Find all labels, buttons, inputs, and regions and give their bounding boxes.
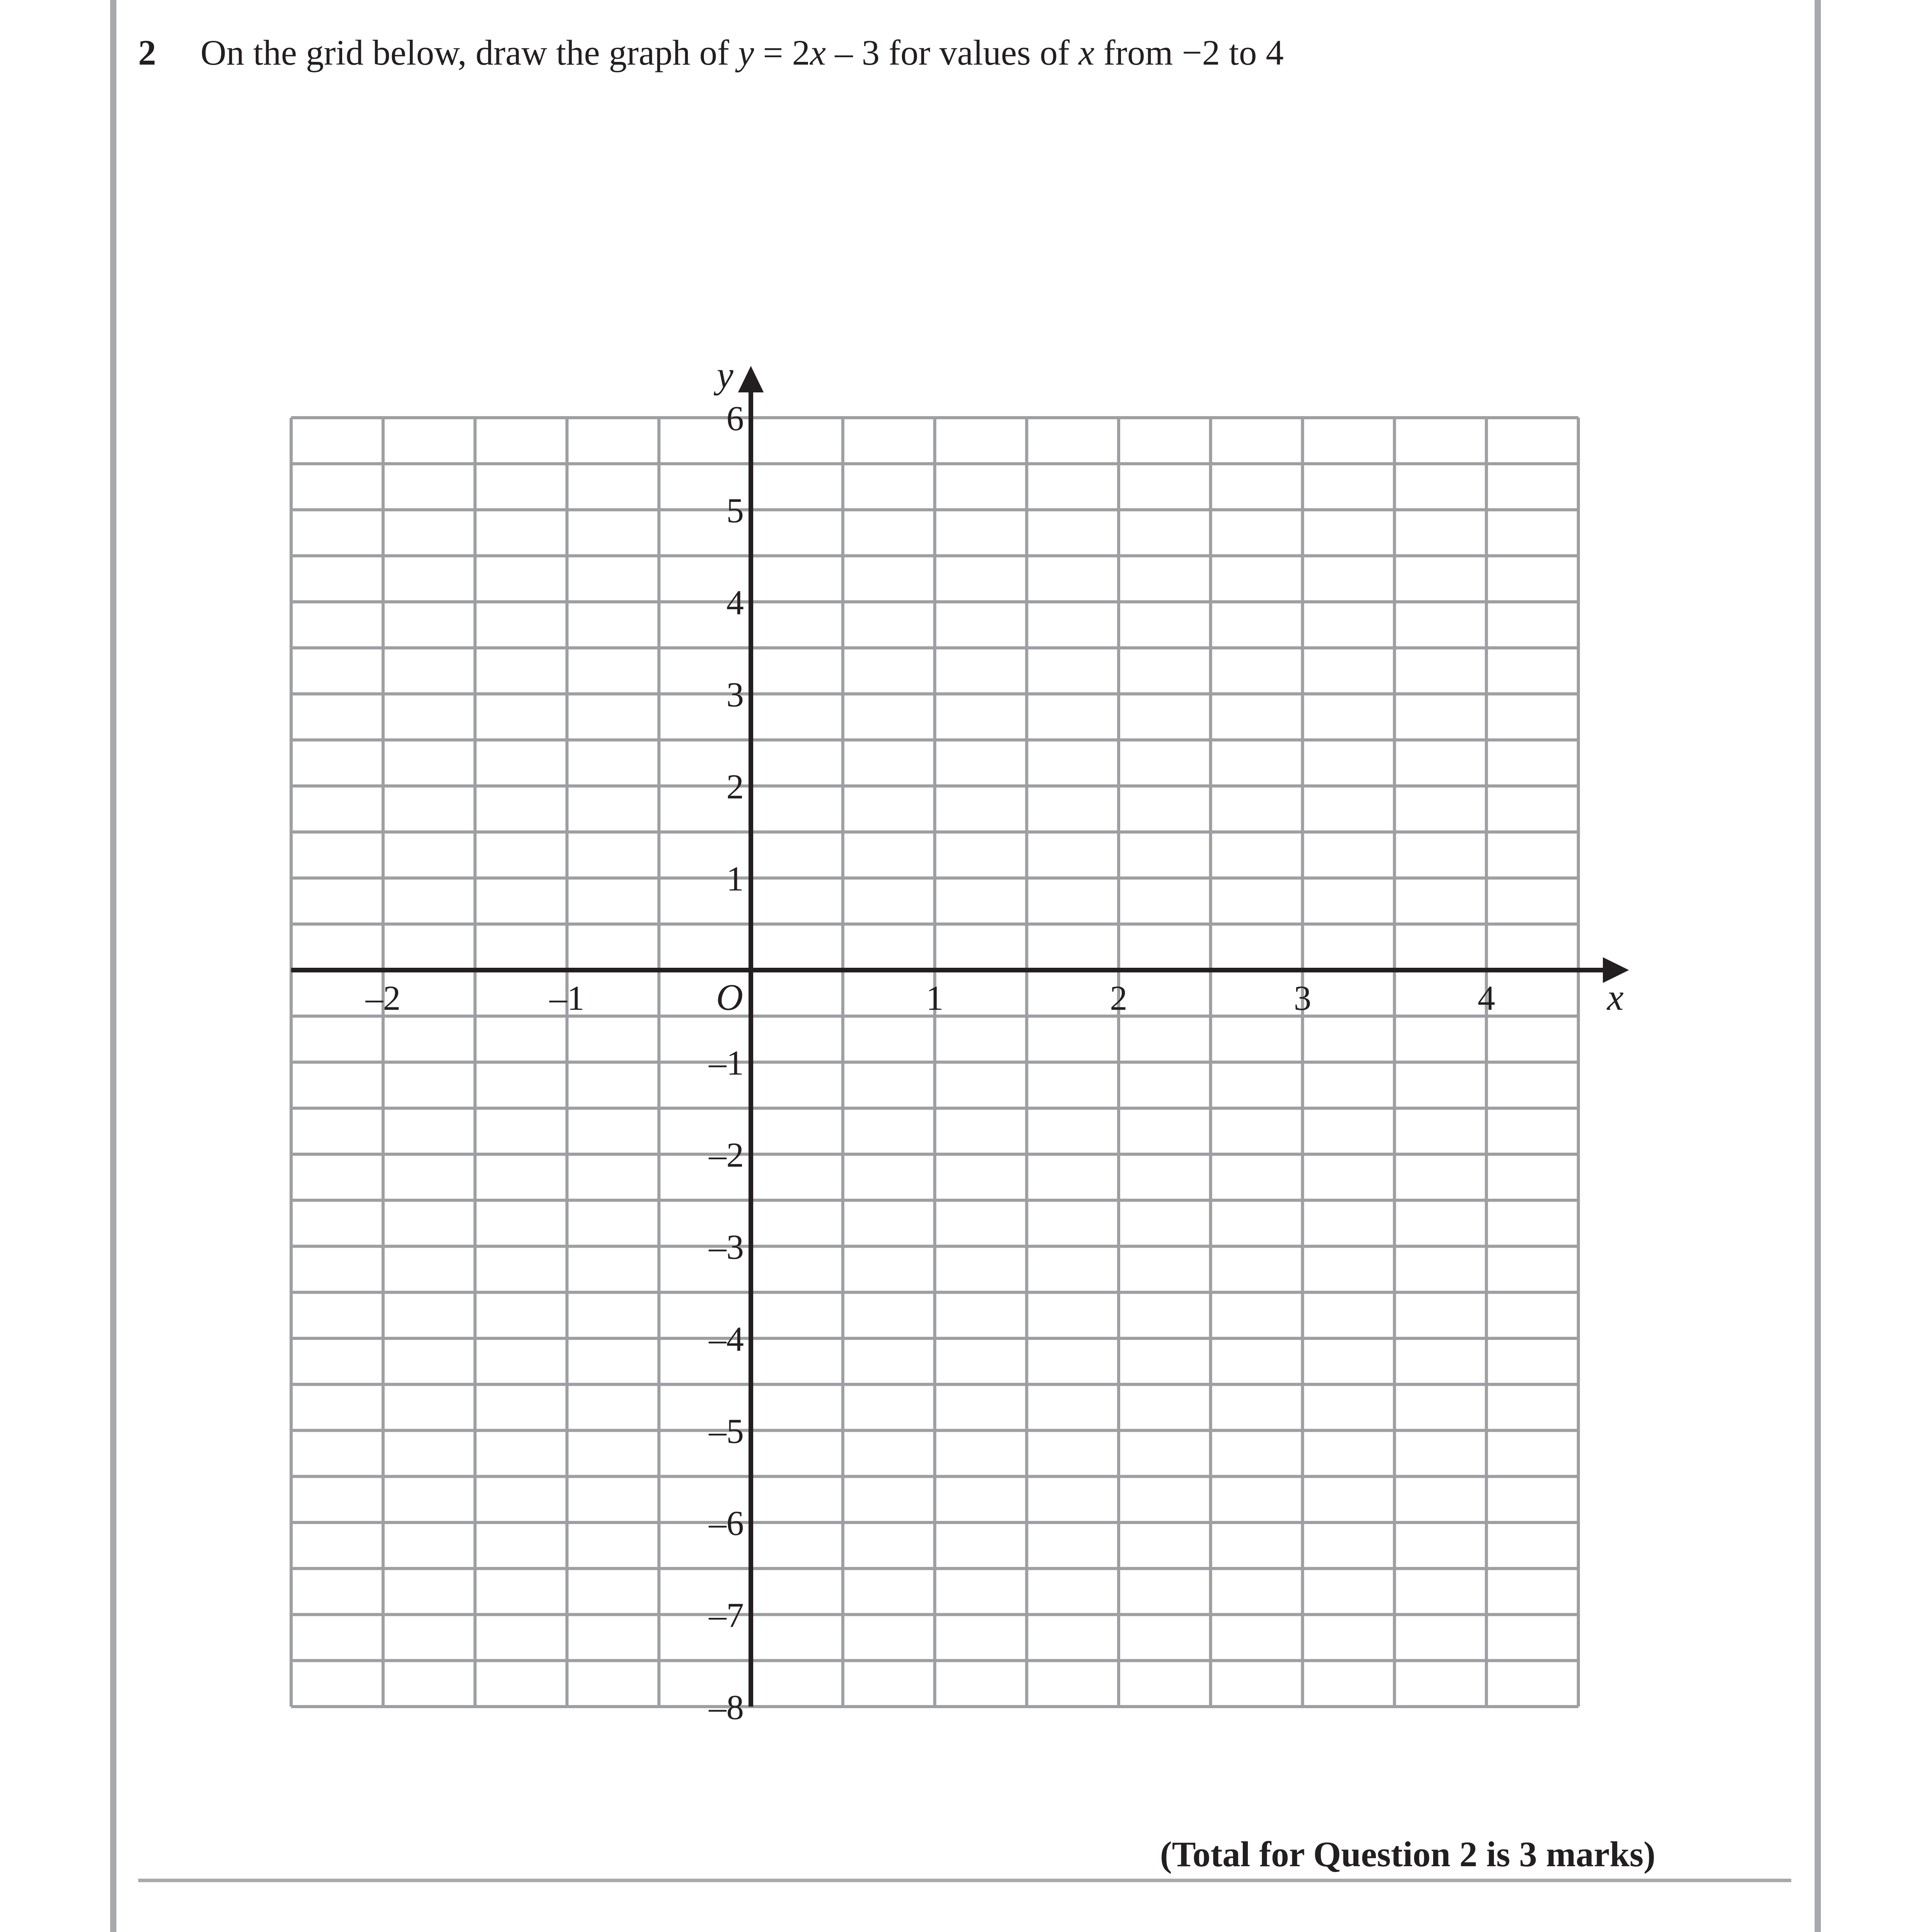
question-number: 2 bbox=[138, 33, 156, 72]
origin-label: O bbox=[716, 976, 743, 1018]
total-marks: (Total for Question 2 is 3 marks) bbox=[1160, 1834, 1655, 1874]
grid-lines bbox=[291, 418, 1578, 1707]
y-tick-label: –7 bbox=[709, 1596, 744, 1635]
axes bbox=[291, 366, 1629, 1707]
y-tick-label: –8 bbox=[709, 1688, 744, 1727]
y-tick-label: –6 bbox=[709, 1504, 744, 1543]
x-tick-label: 3 bbox=[1293, 979, 1311, 1018]
bottom-rule bbox=[138, 1879, 1791, 1882]
y-tick-label: 2 bbox=[726, 768, 744, 806]
y-axis-arrow-icon bbox=[738, 366, 764, 392]
y-tick-label: –5 bbox=[709, 1412, 744, 1451]
x-tick-label: 1 bbox=[926, 979, 944, 1018]
y-axis-label: y bbox=[717, 354, 734, 396]
question-text-part-4: from −2 to 4 bbox=[1094, 33, 1284, 72]
question-text-part-3: – 3 for values of bbox=[826, 33, 1079, 72]
question-text-part-2: = 2 bbox=[754, 33, 810, 72]
variable-x: x bbox=[810, 33, 826, 72]
y-tick-label: 3 bbox=[726, 675, 744, 714]
y-tick-label: 1 bbox=[726, 860, 744, 898]
variable-x-range: x bbox=[1078, 33, 1095, 72]
x-tick-label: 4 bbox=[1478, 979, 1495, 1018]
y-tick-label: 5 bbox=[726, 491, 744, 530]
y-tick-label: –1 bbox=[709, 1044, 744, 1083]
x-tick-label: 2 bbox=[1110, 979, 1128, 1018]
x-tick-label: –2 bbox=[365, 979, 401, 1018]
x-tick-label: –1 bbox=[549, 979, 585, 1018]
variable-y: y bbox=[738, 33, 754, 72]
tick-labels bbox=[365, 354, 1624, 1727]
y-tick-label: 4 bbox=[726, 584, 744, 622]
y-tick-label: –3 bbox=[709, 1228, 744, 1267]
question-text-part-1: On the grid below, draw the graph of bbox=[200, 33, 738, 72]
x-axis-label: x bbox=[1607, 976, 1624, 1018]
y-tick-label: –4 bbox=[709, 1320, 744, 1359]
y-tick-label: 6 bbox=[726, 399, 744, 438]
y-tick-label: –2 bbox=[709, 1136, 744, 1174]
